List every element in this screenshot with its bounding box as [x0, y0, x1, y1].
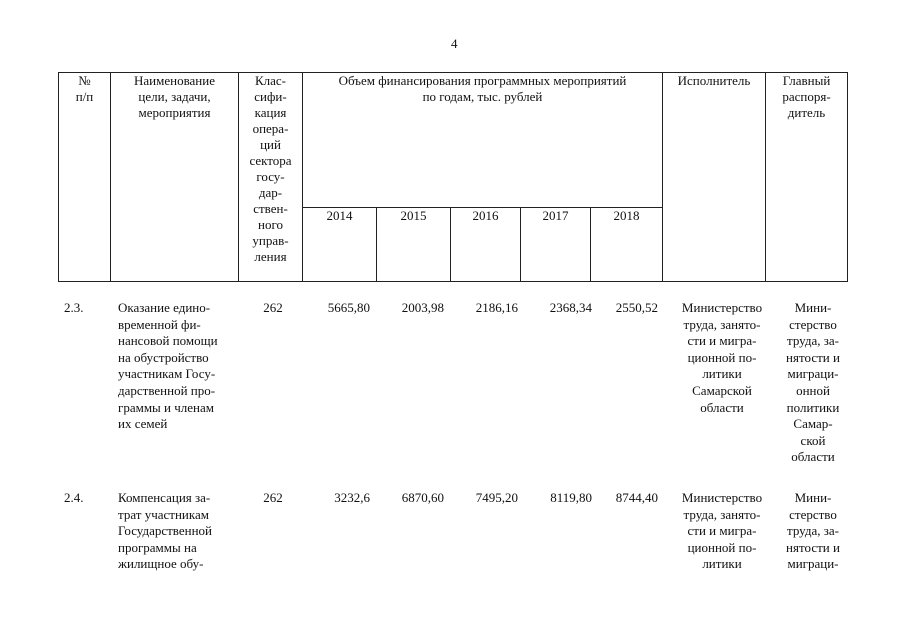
value-2015: 6870,60: [401, 490, 444, 505]
row-executor: Министерство труда, занято- сти и мигра- ционной по- литики: [681, 490, 763, 572]
table-header: [58, 72, 848, 282]
row-number: 2.4.: [64, 490, 84, 505]
value-2015: 2003,98: [401, 300, 444, 315]
value-2016: 2186,16: [475, 300, 518, 315]
row-manager: Мини- стерство труда, за- нятости и миграци-: [786, 490, 840, 572]
value-2018: 8744,40: [615, 490, 658, 505]
header-manager: Главный распоря- дитель: [782, 73, 831, 120]
header-executor: Исполнитель: [677, 73, 751, 88]
row-classification: 262: [263, 490, 283, 505]
header-name: Наименование цели, задачи, мероприятия: [134, 73, 215, 120]
value-2017: 8119,80: [550, 490, 592, 505]
header-funding: Объем финансирования программных мероприятий по годам, тыс. рублей: [338, 73, 627, 104]
year-2014: 2014: [326, 208, 353, 224]
row-executor: Министерство труда, занято- сти и мигра- ционной по- литики Самарской области: [681, 300, 763, 415]
row-manager: Мини- стерство труда, за- нятости и миграци- онной политики Самар- ской области: [786, 300, 840, 465]
year-2017: 2017: [542, 208, 569, 224]
row-name: Компенсация за- трат участникам Государственной программы на жилищное обу-: [118, 490, 213, 572]
page-number: 4: [451, 36, 458, 51]
value-2014: 5665,80: [327, 300, 370, 315]
year-2018: 2018: [613, 208, 640, 224]
header-num: № п/п: [75, 73, 94, 104]
header-classification: Клас- сифи- кация опера- ций сектора госу- дар- ствен- ного управ- ления: [249, 73, 292, 264]
row-name: Оказание едино- временной фи- нансовой помощи на обустройство участникам Госу- дарственной про- граммы и членам их семей: [118, 300, 218, 432]
value-2017: 2368,34: [549, 300, 592, 315]
value-2014: 3232,6: [334, 490, 370, 505]
value-2018: 2550,52: [615, 300, 658, 315]
value-2016: 7495,20: [475, 490, 518, 505]
row-number: 2.3.: [64, 300, 84, 315]
row-classification: 262: [263, 300, 283, 315]
year-2016: 2016: [472, 208, 499, 224]
year-2015: 2015: [400, 208, 427, 224]
